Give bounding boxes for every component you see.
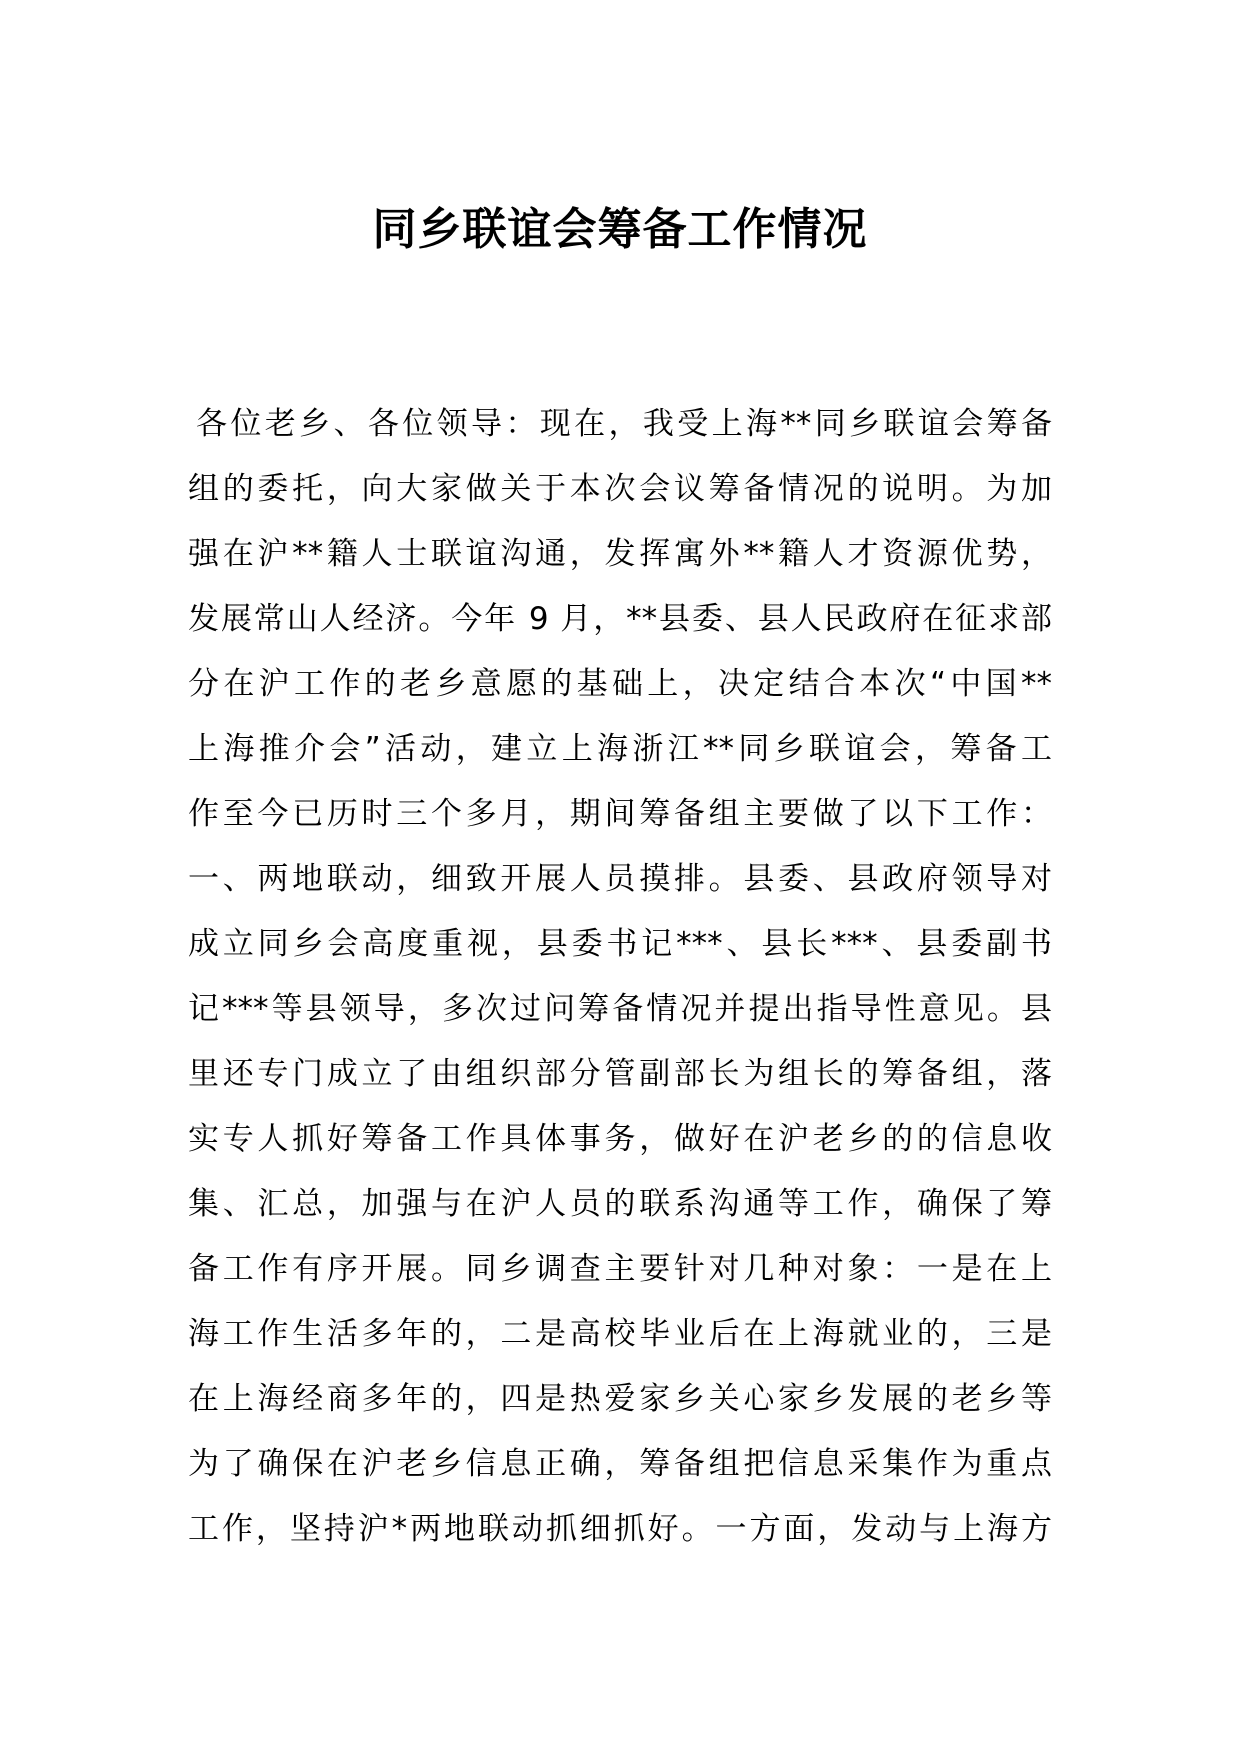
body-line: 记***等县领导，多次过问筹备情况并提出指导性意见。县 (188, 991, 1052, 1027)
body-line: 海工作生活多年的，二是高校毕业后在上海就业的，三是 (188, 1316, 1052, 1352)
body-line: 里还专门成立了由组织部分管副部长为组长的筹备组，落 (188, 1056, 1052, 1092)
body-line: 分在沪工作的老乡意愿的基础上，决定结合本次“中国** (188, 666, 1052, 702)
body-line: 工作，坚持沪*两地联动抓细抓好。一方面，发动与上海方 (188, 1511, 1052, 1547)
body-line: 发展常山人经济。今年 9 月，**县委、县人民政府在征求部 (188, 601, 1052, 637)
body-line: 为了确保在沪老乡信息正确，筹备组把信息采集作为重点 (188, 1446, 1052, 1482)
document-title: 同乡联谊会筹备工作情况 (372, 204, 868, 255)
body-line: 成立同乡会高度重视，县委书记***、县长***、县委副书 (188, 926, 1052, 962)
body-line: 各位老乡、各位领导：现在，我受上海**同乡联谊会筹备 (196, 406, 1052, 442)
body-line: 在上海经商多年的，四是热爱家乡关心家乡发展的老乡等 (188, 1381, 1052, 1417)
body-line: 集、汇总，加强与在沪人员的联系沟通等工作，确保了筹 (188, 1186, 1052, 1222)
body-line: 组的委托，向大家做关于本次会议筹备情况的说明。为加 (188, 471, 1052, 507)
body-line: 一、两地联动，细致开展人员摸排。县委、县政府领导对 (188, 861, 1052, 897)
body-line: 上海推介会”活动，建立上海浙江**同乡联谊会，筹备工 (188, 731, 1052, 767)
body-line: 备工作有序开展。同乡调查主要针对几种对象：一是在上 (188, 1251, 1052, 1287)
document-body (188, 392, 1052, 1562)
body-line: 作至今已历时三个多月，期间筹备组主要做了以下工作： (188, 796, 1052, 832)
body-line: 实专人抓好筹备工作具体事务，做好在沪老乡的的信息收 (188, 1121, 1052, 1157)
body-line: 强在沪**籍人士联谊沟通，发挥寓外**籍人才资源优势， (188, 536, 1052, 572)
